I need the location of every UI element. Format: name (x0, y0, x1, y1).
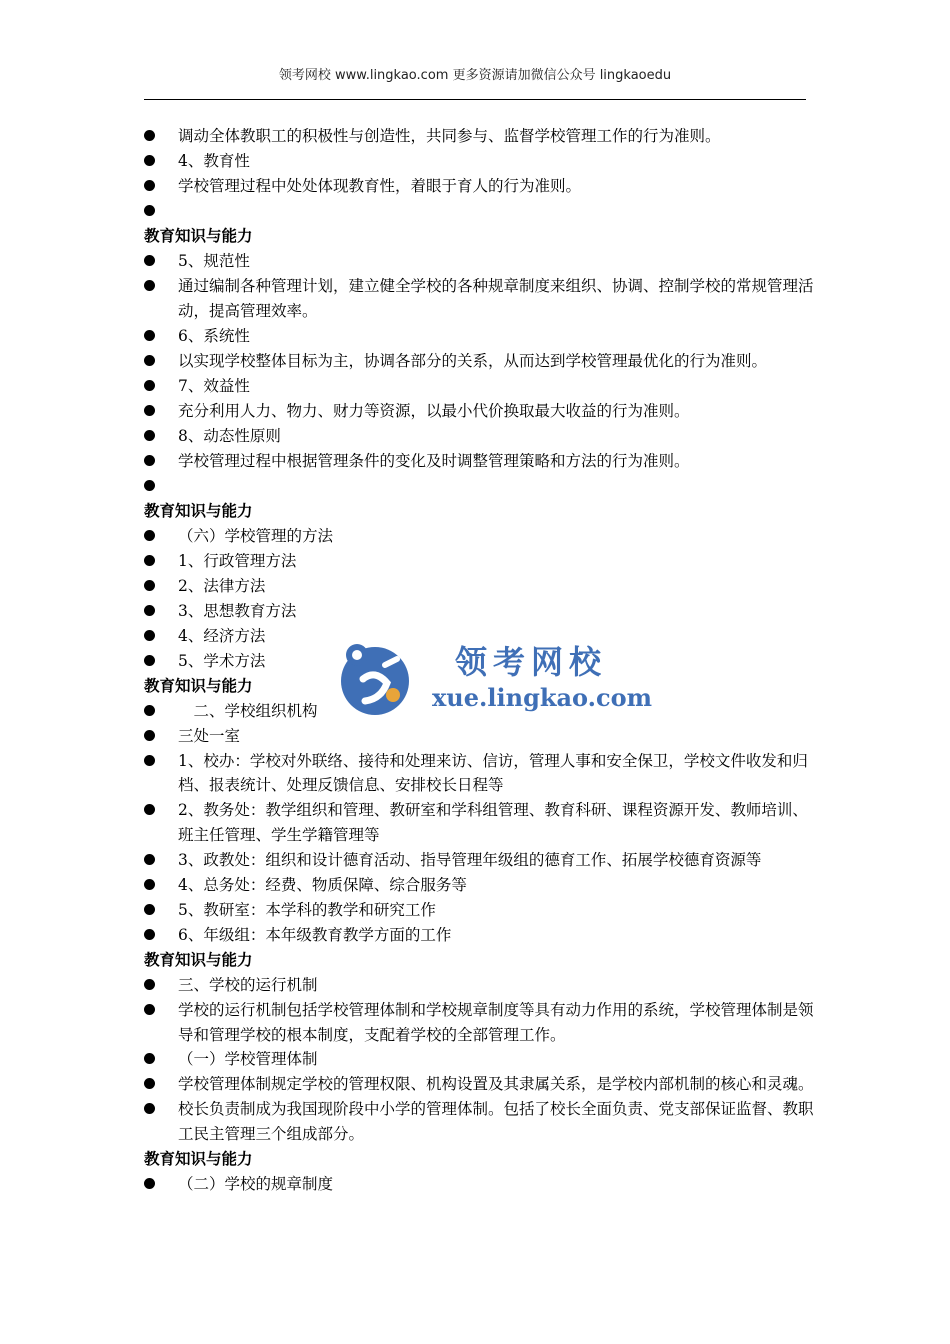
bullet-icon (144, 355, 155, 366)
list-item (144, 724, 816, 749)
item-text: （一）学校管理体制 (178, 1050, 318, 1069)
bullet-icon (144, 205, 155, 216)
list-item (144, 1172, 816, 1197)
bullet-icon (144, 430, 155, 441)
list-item (144, 973, 816, 998)
list-item (144, 324, 816, 349)
list-item (144, 199, 816, 224)
list-item (144, 599, 816, 624)
heading-text: 教育知识与能力 (144, 950, 253, 969)
list-item (144, 249, 816, 274)
item-text: 3、政教处：组织和设计德育活动、指导管理年级组的德育工作、拓展学校德育资源等 (178, 850, 762, 869)
item-text: 1、校办：学校对外联络、接待和处理来访、信访，管理人事和安全保卫，学校文件收发和归档、报表统计、处理反馈信息、安排校长日程等 (178, 751, 808, 795)
bullet-icon (144, 330, 155, 341)
page-header: 领考网校 www.lingkao.com 更多资源请加微信公众号 lingkaoedu (278, 68, 672, 83)
item-text: 1、行政管理方法 (178, 551, 297, 570)
bullet-icon (144, 804, 155, 815)
watermark-logo (335, 631, 652, 721)
item-text: 三、学校的运行机制 (178, 975, 318, 994)
bullet-icon (144, 405, 155, 416)
list-item (144, 274, 816, 324)
list-item (144, 524, 816, 549)
bullet-icon (144, 555, 155, 566)
item-text: 3、思想教育方法 (178, 601, 297, 620)
heading-text: 教育知识与能力 (144, 676, 253, 695)
list-item (144, 549, 816, 574)
bullet-icon (144, 605, 155, 616)
item-text: 充分利用人力、物力、财力等资源，以最小代价换取最大收益的行为准则。 (178, 401, 690, 420)
item-text: （六）学校管理的方法 (178, 526, 334, 545)
bullet-icon (144, 580, 155, 591)
list-item (144, 424, 816, 449)
item-text: 2、教务处：教学组织和管理、教研室和学科组管理、教育科研、课程资源开发、教师培训、班主任管理、学生学籍管理等 (178, 801, 808, 844)
bullet-icon (144, 280, 155, 291)
heading-text: 教育知识与能力 (144, 501, 253, 520)
bullet-icon (144, 255, 155, 266)
bullet-icon (144, 979, 155, 990)
item-text: 6、年级组：本年级教育教学方面的工作 (178, 925, 452, 944)
item-text: 以实现学校整体目标为主，协调各部分的关系，从而达到学校管理最优化的行为准则。 (178, 351, 768, 370)
list-item (144, 873, 816, 898)
bullet-icon (144, 1078, 155, 1089)
item-text: 校长负责制成为我国现阶段中小学的管理体制。包括了校长全面负责、党支部保证监督、教职工民主管理三个组成部分。 (178, 1100, 814, 1144)
section-heading (144, 948, 816, 973)
header-rule (144, 99, 806, 100)
list-item (144, 1047, 816, 1072)
section-heading (144, 1147, 816, 1172)
list-item (144, 124, 816, 149)
bullet-icon (144, 630, 155, 641)
bullet-icon (144, 730, 155, 741)
item-text: 调动全体教职工的积极性与创造性，共同参与、监督学校管理工作的行为准则。 (178, 127, 721, 145)
item-text: 4、经济方法 (178, 626, 266, 645)
item-text: 8、动态性原则 (178, 426, 281, 445)
bullet-icon (144, 1178, 155, 1189)
section-heading (144, 499, 816, 524)
list-item (144, 399, 816, 424)
list-item (144, 449, 816, 474)
bullet-icon (144, 455, 155, 466)
bullet-icon (144, 1053, 155, 1064)
item-text: 4、总务处：经费、物质保障、综合服务等 (178, 875, 467, 894)
bullet-icon (144, 705, 155, 716)
list-item (144, 574, 816, 599)
item-text: 二、学校组织机构 (178, 701, 318, 720)
bullet-icon (144, 130, 155, 141)
heading-text: 教育知识与能力 (144, 227, 253, 245)
item-text: 5、学术方法 (178, 651, 266, 670)
bullet-icon (144, 380, 155, 391)
item-text: 5、教研室：本学科的教学和研究工作 (178, 900, 436, 919)
logo-url: xue.lingkao.com (432, 683, 652, 712)
item-text: 学校的运行机制包括学校管理体制和学校规章制度等具有动力作用的系统，学校管理体制是领导和管理学校的根本制度，支配着学校的全部管理工作。 (178, 1000, 814, 1044)
list-item (144, 174, 816, 199)
list-item (144, 349, 816, 374)
bullet-icon (144, 1103, 155, 1114)
bullet-icon (144, 530, 155, 541)
item-text: 学校管理体制规定学校的管理权限、机构设置及其隶属关系，是学校内部机制的核心和灵魂。 (178, 1075, 814, 1094)
list-item (144, 1097, 816, 1147)
bullet-icon (144, 879, 155, 890)
list-item (144, 998, 816, 1048)
list-item (144, 374, 816, 399)
list-item (144, 898, 816, 923)
bullet-icon (144, 180, 155, 191)
list-item (144, 848, 816, 873)
bullet-icon (144, 155, 155, 166)
item-text: （二）学校的规章制度 (178, 1174, 334, 1193)
bullet-icon (144, 929, 155, 940)
list-item (144, 798, 816, 848)
logo-icon (335, 639, 415, 719)
item-text: 通过编制各种管理计划，建立健全学校的各种规章制度来组织、协调、控制学校的常规管理活动，提高管理效率。 (178, 277, 814, 320)
item-text: 学校管理过程中根据管理条件的变化及时调整管理策略和方法的行为准则。 (178, 451, 690, 470)
bullet-icon (144, 755, 155, 766)
item-text: 5、规范性 (178, 252, 250, 270)
list-item (144, 923, 816, 948)
bullet-icon (144, 904, 155, 915)
list-item (144, 474, 816, 499)
section-heading (144, 224, 816, 249)
logo-name: 领考网校 (455, 643, 608, 681)
item-text: 4、教育性 (178, 152, 250, 170)
item-text: 学校管理过程中处处体现教育性，着眼于育人的行为准则。 (178, 177, 582, 195)
bullet-icon (144, 1004, 155, 1015)
bullet-icon (144, 655, 155, 666)
heading-text: 教育知识与能力 (144, 1149, 253, 1168)
list-item (144, 1072, 816, 1097)
list-item (144, 749, 816, 799)
item-text: 2、法律方法 (178, 576, 266, 595)
list-item (144, 149, 816, 174)
item-text: 6、系统性 (178, 326, 250, 345)
item-text: 三处一室 (178, 726, 241, 745)
bullet-icon (144, 854, 155, 865)
item-text: 7、效益性 (178, 376, 250, 395)
bullet-icon (144, 480, 155, 491)
